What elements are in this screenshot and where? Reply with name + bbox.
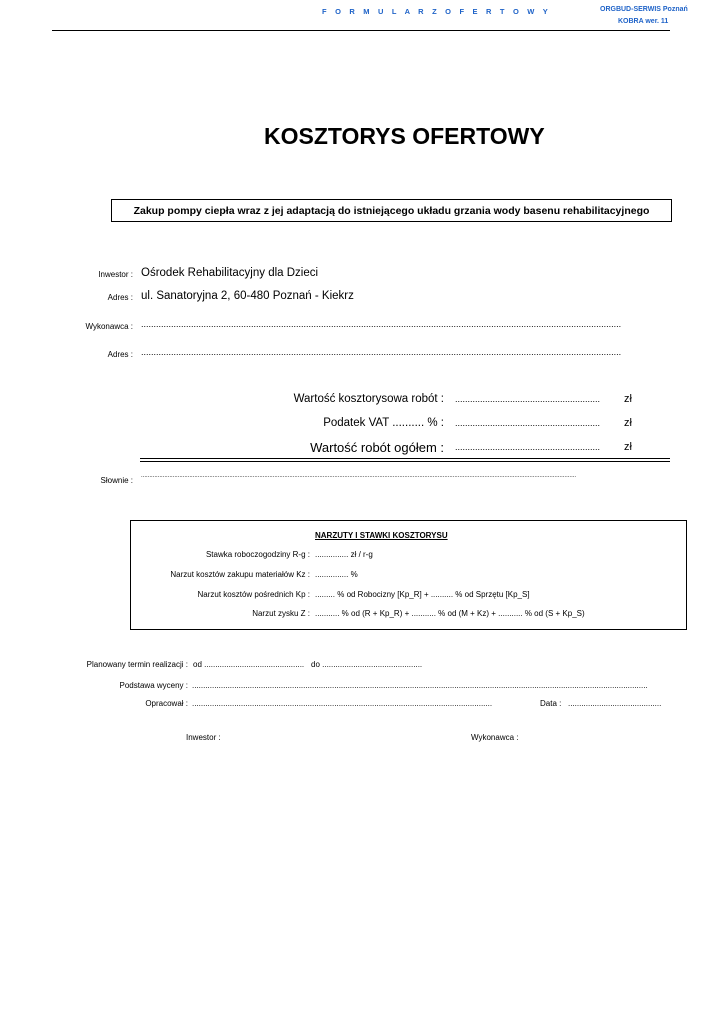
investor-signature-label: Inwestor : bbox=[186, 733, 221, 742]
in-words-field: ..................................................................................................................................................................................................................................................................... bbox=[141, 473, 577, 479]
contractor-address-field: ................................................................................................................................................................................................ bbox=[141, 347, 622, 357]
cost-value-field: .......................................................... bbox=[455, 394, 601, 404]
vat-currency: zł bbox=[624, 417, 632, 429]
labor-rate-label: Stawka roboczogodziny R-g : bbox=[205, 550, 310, 559]
term-to: do ............................................. bbox=[311, 660, 423, 669]
contractor-field: ................................................................................................................................................................................................ bbox=[141, 319, 622, 329]
prepared-by-field: ....................................................................................................................................... bbox=[192, 699, 493, 708]
labor-rate-value: ............... zł / r-g bbox=[315, 550, 373, 559]
company-name: ORGBUD-SERWIS Poznań bbox=[600, 6, 688, 13]
materials-markup-label: Narzut kosztów zakupu materiałów Kz : bbox=[170, 570, 310, 579]
cost-value-label: Wartość kosztorysowa robót : bbox=[293, 393, 444, 405]
contractor-label: Wykonawca : bbox=[85, 322, 133, 331]
vat-label: Podatek VAT .......... % : bbox=[323, 417, 444, 429]
profit-markup-label: Narzut zysku Z : bbox=[252, 609, 310, 618]
rates-title: NARZUTY I STAWKI KOSZTORYSU bbox=[315, 531, 448, 540]
investor-address-value: ul. Sanatoryjna 2, 60-480 Poznań - Kiekrz bbox=[141, 290, 354, 302]
total-currency: zł bbox=[624, 441, 632, 453]
total-value-label: Wartość robót ogółem : bbox=[310, 440, 444, 455]
term-from: od ............................................. bbox=[193, 660, 305, 669]
date-label: Data : bbox=[540, 699, 562, 708]
vat-value-field: .......................................................... bbox=[455, 418, 601, 428]
contractor-signature-label: Wykonawca : bbox=[471, 733, 519, 742]
materials-markup-value: ............... % bbox=[315, 570, 358, 579]
in-words-label: Słownie : bbox=[100, 476, 133, 485]
software-version: KOBRA wer. 11 bbox=[618, 18, 669, 25]
contractor-address-label: Adres : bbox=[107, 350, 133, 359]
summary-rule-top bbox=[140, 458, 670, 459]
header-divider bbox=[52, 30, 670, 31]
page-title: KOSZTORYS OFERTOWY bbox=[264, 123, 545, 149]
profit-markup-value: ........... % od (R + Kp_R) + ........... % od (M + Kz) + ........... % od (S + Kp_S) bbox=[315, 609, 585, 618]
term-label: Planowany termin realizacji : bbox=[86, 660, 188, 669]
form-type-header: F O R M U L A R Z O F E R T O W Y bbox=[322, 7, 551, 16]
pricing-basis-label: Podstawa wyceny : bbox=[119, 681, 188, 690]
pricing-basis-field: ............................................................................................................................................................................................................. bbox=[192, 681, 648, 690]
summary-rule-bottom bbox=[140, 461, 670, 462]
total-value-field: .......................................................... bbox=[455, 442, 601, 452]
prepared-by-label: Opracował : bbox=[145, 699, 188, 708]
date-field: .......................................... bbox=[568, 699, 662, 708]
investor-address-label: Adres : bbox=[107, 293, 133, 302]
subject-box bbox=[111, 199, 672, 222]
indirect-costs-value: ......... % od Robocizny [Kp_R] + .......... % od Sprzętu [Kp_S] bbox=[315, 590, 530, 599]
cost-currency: zł bbox=[624, 393, 632, 405]
investor-label: Inwestor : bbox=[98, 270, 133, 279]
indirect-costs-label: Narzut kosztów pośrednich Kp : bbox=[197, 590, 310, 599]
subject-text: Zakup pompy ciepła wraz z jej adaptacją do istniejącego układu grzania wody basenu rehabilitacyjnego bbox=[133, 205, 650, 217]
investor-value: Ośrodek Rehabilitacyjny dla Dzieci bbox=[141, 267, 319, 279]
